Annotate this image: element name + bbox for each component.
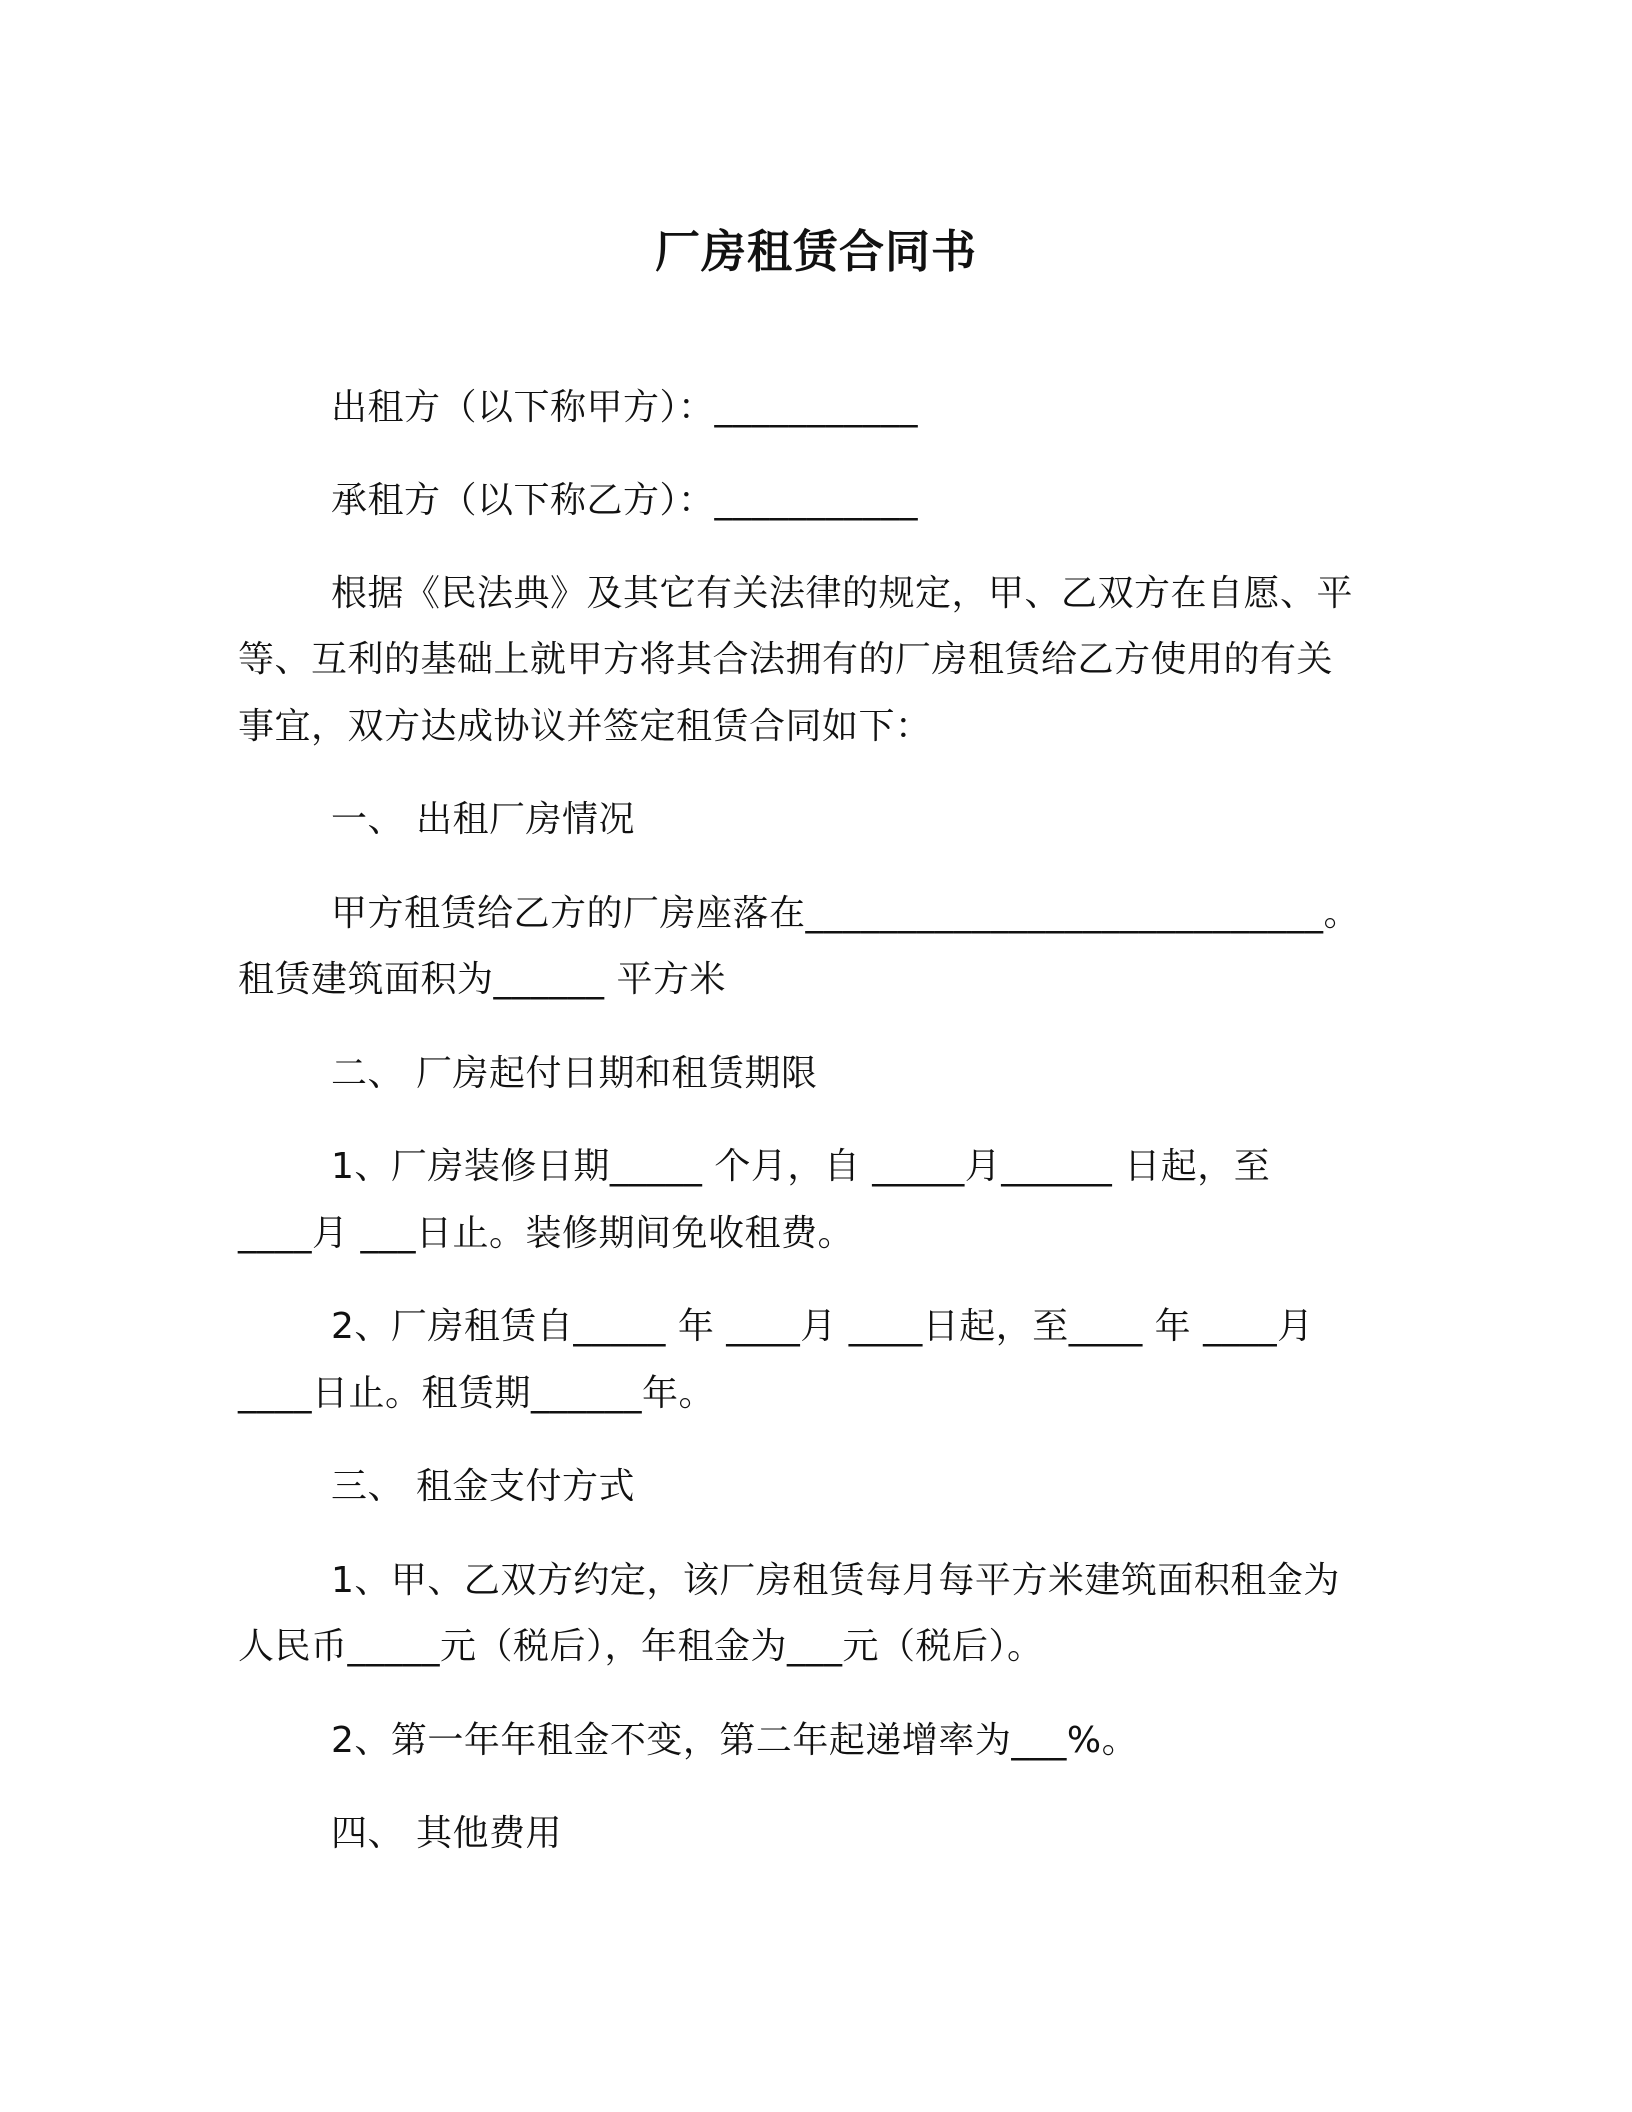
location-line: 甲方租赁给乙方的厂房座落在____________________________。 (331, 893, 1361, 934)
clause-3-1-line-2: 人民币_____元（税后），年租金为___元（税后）。 (238, 1626, 1044, 1667)
clause-2-2-line-1: 2、厂房租赁自_____ 年 ____月 ____日起，至____ 年 ____月 (331, 1306, 1314, 1347)
section-heading-3: 三、 租金支付方式 (331, 1466, 635, 1507)
section-heading-4: 四、 其他费用 (331, 1813, 562, 1854)
clause-2-1-line-2: ____月 ___日止。装修期间免收租费。 (238, 1213, 854, 1254)
lessee-line: 承租方（以下称乙方）：___________ (331, 480, 919, 521)
clause-2-1-line-1: 1、厂房装修日期_____ 个月，自 _____月______ 日起，至 (331, 1146, 1271, 1187)
preamble-line-2: 等、互利的基础上就甲方将其合法拥有的厂房租赁给乙方使用的有关 (238, 639, 1334, 680)
section-heading-2: 二、 厂房起付日期和租赁期限 (331, 1053, 818, 1094)
preamble-line-1: 根据《民法典》及其它有关法律的规定，甲、乙双方在自愿、平 (331, 573, 1354, 614)
area-line: 租赁建筑面积为______ 平方米 (238, 959, 726, 1000)
section-heading-1: 一、 出租厂房情况 (331, 799, 635, 840)
clause-3-2-line: 2、第一年年租金不变，第二年起递增率为___%。 (331, 1720, 1139, 1761)
lessor-line: 出租方（以下称甲方）：___________ (331, 387, 919, 428)
clause-2-2-line-2: ____日止。租赁期______年。 (238, 1373, 716, 1414)
document-title: 厂房租赁合同书 (654, 225, 977, 278)
clause-3-1-line-1: 1、甲、乙双方约定，该厂房租赁每月每平方米建筑面积租金为 (331, 1560, 1340, 1601)
preamble-line-3: 事宜，双方达成协议并签定租赁合同如下： (238, 706, 932, 747)
